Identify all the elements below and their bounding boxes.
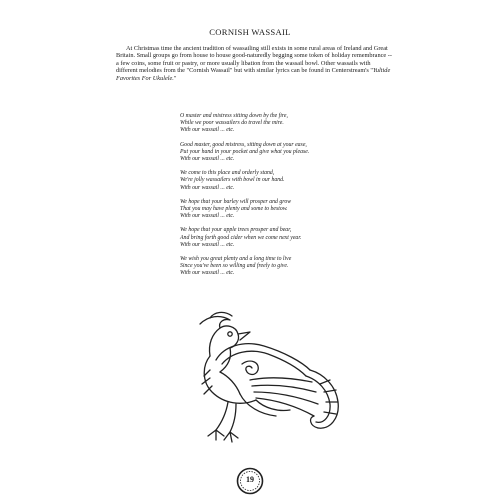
intro-text-end: ": [173, 74, 177, 82]
stanza: [180, 227, 380, 249]
lyric-line: With our wassail ... etc.: [180, 213, 235, 220]
stanza: [180, 170, 380, 192]
celtic-bird-icon: [180, 310, 350, 450]
lyric-line: Since you've been so willing and freely to give.: [180, 263, 289, 270]
lyric-line: While we poor wassailers do travel the mire.: [180, 120, 284, 127]
book-title: Yultide Favorites For Ukulele.: [116, 67, 391, 82]
lyric-line: With our wassail ... etc.: [180, 156, 235, 163]
lyric-line: We wish you great plenty and a long time to live: [180, 256, 292, 263]
page-number: 19: [246, 475, 254, 484]
stanza: [180, 199, 380, 221]
intro-text: At Christmas time the ancient tradition of wassailing still exists in some rural areas of Ireland and Great Britain. Small groups go from house to house good-naturedly begging some token of holiday remembrance -- a few coins, some fruit or pastry, or more usually libation from the wassail bowl. Other wassails with different melodies from the "Cornish Wassail" but with similar lyrics can be found in Centerstream's ": [116, 45, 392, 75]
lyric-line: We hope that your apple trees prosper and bear,: [180, 227, 292, 234]
lyric-line: We come to this place and orderly stand,: [180, 170, 275, 177]
lyric-line: O master and mistress sitting down by the fire,: [180, 113, 288, 119]
lyric-line: With our wassail ... etc.: [180, 270, 235, 277]
lyrics: [180, 113, 380, 285]
lyric-line: Put your hand in your pocket and give what you please.: [180, 148, 310, 155]
lyric-line: With our wassail ... etc.: [180, 241, 235, 248]
page-title: CORNISH WASSAIL: [209, 27, 291, 37]
lyric-line: That you may have plenty and some to bestow.: [180, 206, 288, 213]
lyric-line: With our wassail ... etc.: [180, 127, 235, 134]
stanza: [180, 256, 380, 278]
stanza: [180, 142, 380, 164]
lyric-line: Good master, good mistress, sitting down at your ease,: [180, 141, 307, 148]
lyric-line: We're jolly wassailers with bowl in our hand.: [180, 177, 285, 184]
intro-paragraph: [116, 45, 392, 82]
lyric-line: And bring forth good cider when we come next year.: [180, 234, 302, 241]
stanza: [180, 113, 380, 135]
lyric-line: We hope that your barley will prosper and grow: [180, 198, 292, 205]
lyric-line: With our wassail ... etc.: [180, 184, 235, 191]
